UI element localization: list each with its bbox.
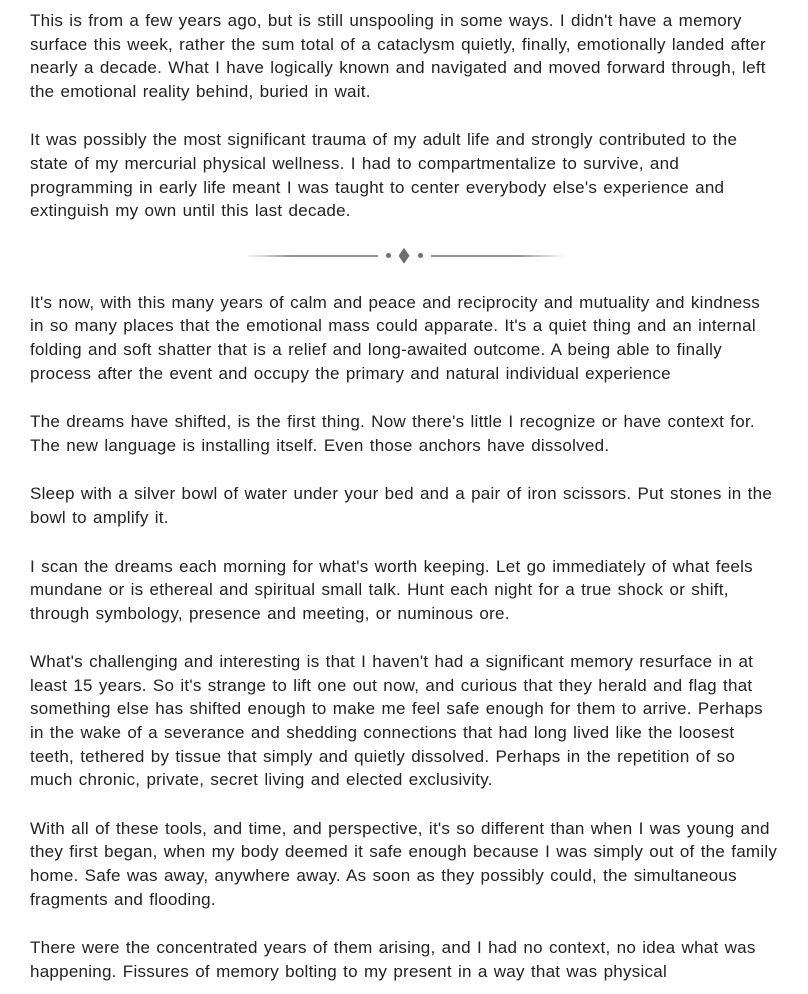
paragraph-significant-trauma: It was possibly the most significant trauma of my adult life and strongly contributed to the state of my mercurial physical wellness. I had to compartmentalize to survive, and programming in early life meant I was taught to center everybody else's experience and extinguish my own until this last decade.: [30, 130, 738, 221]
divider-dot-left: [386, 253, 391, 258]
paragraph-challenging-interesting: What's challenging and interesting is that I haven't had a significant memory resurface in at least 15 years. So it's strange to lift one out now, and curious that they herald and flag that something else has shifted enough to make me feel safe enough for them to arrive. Perhaps in the wake of a severance and shedding connections that had long lived like the loosest teeth, tethered by tissue that simply and quietly dissolved. Perhaps in the repetition of so much chronic, private, secret living and elected exclusivity.: [30, 652, 763, 790]
paragraph-memory-surface: This is from a few years ago, but is still unspooling in some ways. I didn't have a memory surface this week, rather the sum total of a cataclysm quietly, finally, emotionally landed after nearly a decade. What I have logically known and navigated and moved forward through, left the emotional reality behind, buried in wait.: [30, 11, 766, 101]
paragraph-silver-bowl: Sleep with a silver bowl of water under your bed and a pair of iron scissors. Put stones in the bowl to amplify it.: [30, 484, 773, 527]
paragraph-concentrated-years: There were the concentrated years of them arising, and I had no context, no idea what was happening. Fissures of memory bolting to my present in a way that was physical: [30, 938, 756, 981]
diamond-ornament-icon: [399, 248, 410, 264]
paragraph-scan-dreams: I scan the dreams each morning for what's worth keeping. Let go immediately of what feels mundane or is ethereal and spiritual small talk. Hunt each night for a true shock or shift, through symbology, presence and meeting, or numinous ore.: [30, 556, 753, 623]
divider-line-left: [244, 255, 378, 257]
paragraph-dreams-shifted: The dreams have shifted, is the first thing. Now there's little I recognize or have context for. The new language is installing itself. Even those anchors have dissolved.: [30, 412, 755, 455]
divider-dot-right: [418, 253, 423, 258]
section-divider: [243, 248, 565, 264]
paragraph-emotional-mass: It's now, with this many years of calm and peace and reciprocity and mutuality and kindness in so many places that the emotional mass could apparate. It's a quiet thing and an internal folding and soft shatter that is a relief and long-awaited outcome. A being able to finally process after the event and occupy the primary and natural individual experience: [30, 292, 761, 383]
paragraph-tools-time-perspective: With all of these tools, and time, and perspective, it's so different than when I was young and they first began, when my body deemed it safe enough because I was simply out of the family home. Safe was away, anywhere away. As soon as they possibly could, the simultaneous fragments and flooding.: [30, 818, 778, 909]
journal-document: [30, 9, 778, 983]
divider-line-right: [431, 255, 565, 257]
